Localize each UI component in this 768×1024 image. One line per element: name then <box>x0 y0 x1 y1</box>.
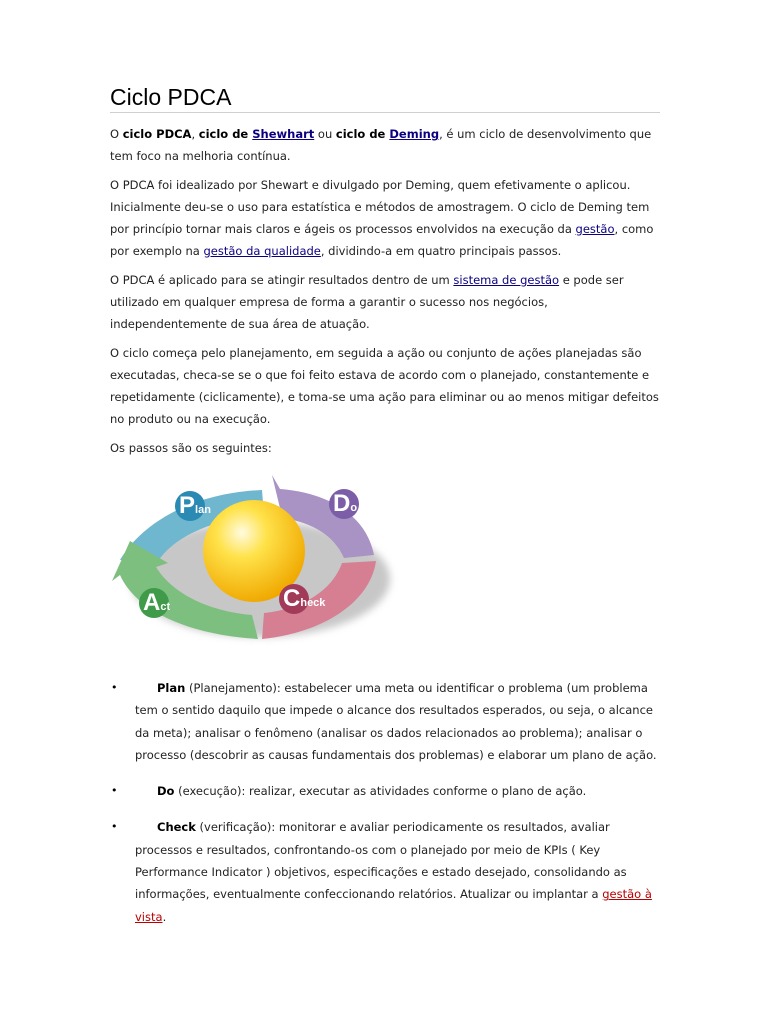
do-rest: o <box>350 502 358 514</box>
term-ciclo-de: ciclo de <box>198 127 253 141</box>
term-ciclo-de: ciclo de <box>335 127 390 141</box>
act-initial: A <box>143 589 161 616</box>
paragraph-cycle: O ciclo começa pelo planejamento, em seguida a ação ou conjunto de ações planejadas são executadas, checa-se se o que foi feito estava de acordo com o planejado, constantemente e repetidamente (ciclicamente), e toma-se uma ação para eliminar ou ao menos mitigar defeitos no produto ou na execução. <box>110 346 659 426</box>
text: , <box>191 127 199 141</box>
bullet-icon: • <box>111 681 118 694</box>
text: , dividindo-a em quatro principais passos. <box>320 244 562 258</box>
link-deming[interactable]: Deming <box>389 127 440 141</box>
step-text: (verificação): monitorar e avaliar periodicamente os resultados, avaliar processos e resultados, confrontando-os com o planejado por meio de KPIs ( Key Performance Indicator ) objetivos, especificações e estado desejado, consolidando as informações, eventualmente confeccionando relatórios. Atualizar ou implantar a <box>135 820 627 902</box>
paragraph-origin <box>110 174 660 262</box>
text: , como por exemplo na <box>110 222 654 258</box>
check-label <box>283 585 325 613</box>
text: ou <box>314 127 336 141</box>
pdca-cycle-diagram <box>112 463 402 653</box>
list-item-do <box>110 780 660 802</box>
term-ciclo-pdca: ciclo PDCA <box>122 127 192 141</box>
check-rest: heck <box>300 597 326 609</box>
link-shewhart[interactable]: Shewhart <box>252 127 315 141</box>
step-text: (execução): realizar, executar as atividades conforme o plano de ação. <box>174 784 587 799</box>
link-gestao-da-qualidade[interactable]: gestão da qualidade <box>203 244 321 258</box>
plan-label <box>179 492 211 520</box>
text: O <box>110 127 123 141</box>
link-sistema-de-gestao[interactable]: sistema de gestão <box>453 273 560 287</box>
step-text: (Planejamento): estabelecer uma meta ou identificar o problema (um problema tem o sentido daquilo que impede o alcance dos resultados esperados, ou seja, o alcance da meta); analisar o fenômeno (analisar os dados relacionados ao problema); analisar o processo (descobrir as causas fundamentais dos problemas) e elaborar um plano de ação. <box>135 681 657 762</box>
paragraph-application <box>110 269 660 335</box>
plan-initial: P <box>179 492 196 519</box>
text: O PDCA foi idealizado por Shewart e divulgado por Deming, quem efetivamente o aplicou. Inicialmente deu-se o uso para estatística e métodos de amostragem. O ciclo de Deming tem por princípio tornar mais claros e ágeis os processos envolvidos na execução da <box>110 178 650 236</box>
article <box>110 84 660 928</box>
do-label <box>333 490 357 518</box>
check-initial: C <box>283 585 301 612</box>
steps-list <box>110 677 660 928</box>
step-term: Check <box>157 820 196 835</box>
link-gestao[interactable]: gestão <box>575 222 615 236</box>
link-gestao-a-vista[interactable]: gestão à vista <box>135 887 652 924</box>
text: e pode ser utilizado em qualquer empresa de forma a garantir o sucesso nos negócios, independentemente de sua área de atuação. <box>110 273 624 331</box>
text: O PDCA é aplicado para se atingir resultados dentro de um <box>110 273 454 287</box>
paragraph-steps-intro: Os passos são os seguintes: <box>110 441 272 455</box>
bullet-icon: • <box>111 784 118 798</box>
bullet-icon: • <box>111 820 118 834</box>
plan-rest: lan <box>195 504 211 516</box>
step-term: Do <box>157 784 175 799</box>
text: , é um ciclo de desenvolvimento que tem foco na melhoria contínua. <box>110 127 652 163</box>
page-title: Ciclo PDCA <box>110 84 660 113</box>
act-label <box>143 589 170 617</box>
list-item-plan <box>110 677 660 766</box>
step-tail: . <box>162 909 167 924</box>
do-initial: D <box>333 490 351 517</box>
step-term: Plan <box>157 681 186 695</box>
list-item-check <box>110 816 660 927</box>
intro-paragraph <box>110 123 660 167</box>
act-rest: ct <box>160 601 171 613</box>
